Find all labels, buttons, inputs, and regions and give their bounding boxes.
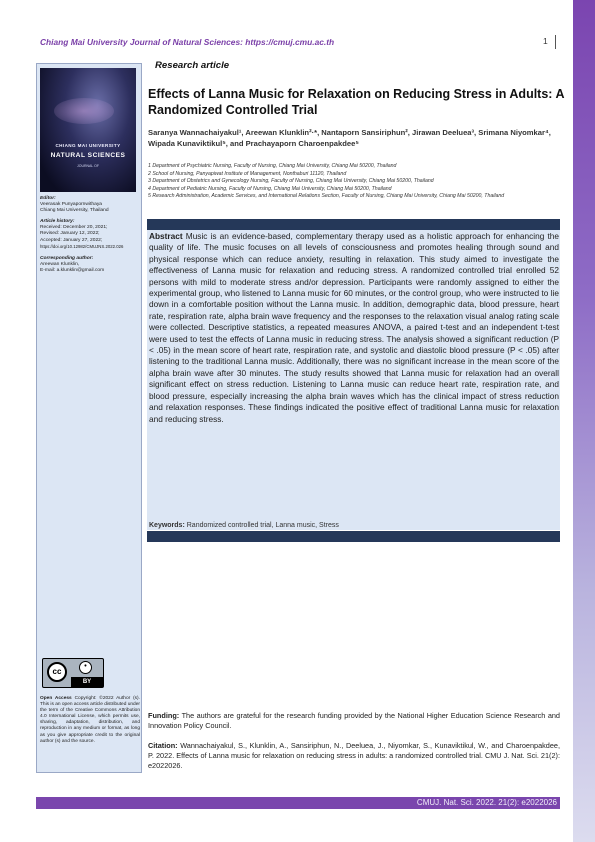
journal-title: Chiang Mai University Journal of Natural Sciences: https://cmuj.cmu.ac.th [40,37,335,47]
article-title: Effects of Lanna Music for Relaxation on Reducing Stress in Adults: A Randomized Controlled Trial [148,87,565,117]
cover-line-natural-sciences: NATURAL SCIENCES [50,152,126,159]
keywords-text: Randomized controlled trial, Lanna music, Stress [186,522,339,529]
editor-heading: Editor: [40,196,56,201]
right-color-bar [573,0,595,842]
affiliation-4: 4 Department of Pediatric Nursing, Faculty of Nursing, Chiang Mai University, Chiang Mai 50200, Thailand [148,185,392,192]
editor-name: Veerasak Punyapornwithaya [40,202,102,208]
revised-date: Revised: January 12, 2022; [40,231,100,237]
corresponding-email[interactable]: E-mail: a.klunklin@gmail.com [40,268,105,274]
abstract-label: Abstract [149,231,183,241]
article-type: Research article [155,60,230,71]
affiliation-list [148,163,568,201]
corresponding-name: Areewan Klunklin, [40,262,80,268]
affiliation-3: 3 Department of Obstetrics and Gynecology Nursing, Faculty of Nursing, Chiang Mai University, Chiang Mai 50200, Thailand [148,178,434,185]
journal-cover-image [40,68,136,192]
abstract [149,231,559,425]
open-access-notice [40,696,140,745]
abstract-top-band [147,219,560,230]
footer-citation: CMUJ. Nat. Sci. 2022. 21(2): e2022026 [416,798,557,807]
creative-commons-badge[interactable] [42,658,104,688]
article-history [40,219,138,250]
affiliation-1: 1 Department of Psychiatric Nursing, Faculty of Nursing, Chiang Mai University, Chiang Mai 50200, Thailand [148,163,397,169]
page-number: 1 [543,36,548,46]
attribution-person-icon: • [79,661,92,674]
accepted-date: Accepted: January 27, 2022; [40,237,103,243]
funding-label: Funding: [148,711,180,720]
received-date: Received: December 20, 2021; [40,225,108,231]
keywords-label: Keywords: [149,522,185,529]
page-number-divider [555,35,556,49]
cover-line-university: CHIANG MAI UNIVERSITY [55,143,121,148]
citation-statement [148,741,560,770]
editor-affiliation: Chiang Mai University, Thailand [40,208,109,214]
open-access-label: Open Access [40,696,72,701]
abstract-text: Music is an evidence-based, complementary therapy used as a holistic approach for enhancing the quality of life. The music focuses on all levels of consciousness and promotes healing through sound and physical response which can reduce anxiety, resulting in relaxation. This study aimed to investigate the effectiveness of Lanna music for relaxation and reducing stress. A randomized controlled trial enrolled 52 persons with mild to moderate stress and/or depression. Participants were randomly assigned to either the experimental group, who listened to Lanna music for 60 minutes, or the control group, who were instructed to lie down in a comfortable position without the Lanna music. In addition, demographic data, blood pressure, heart rate, respiration rate, alpha brain wave frequency and the responses to the relaxation visual analog rating scale were collected. Descriptive statistics, a repeated measures ANOVA, a paired t-test and an independent t-test were used to test the effects of Lanna music in reducing stress. The analysis showed a significant reduction (P < .05) in the mean score of heart rate, respiration rate, and systolic and diastolic blood pressure (P < .05) after listening to the traditional Lanna music. Additionally, there was no significant increase in the mean score of the alpha brain wave after 30 minutes. The study results showed that Lanna music for relaxation had an overall significant effect on stress reduction. Listening to Lanna music can reduce heart rate, respiration rate, and blood pressure, especially increasing the alpha brain waves which has the clinical impact of stress reduction and relaxation responses. These findings indicated the positive effect of traditional Lanna music for relaxation and reducing stress. [149,231,560,424]
affiliation-2: 2 School of Nursing, Panyapiwat Institute of Management, Nonthaburi 11120, Thailand [148,170,347,177]
funding-statement [148,711,560,731]
cc-by-label: BY [71,677,103,687]
cover-line-journal: JOURNAL OF [76,164,100,168]
keywords [149,522,559,529]
citation-label: Citation: [148,741,178,750]
editor-info [40,196,138,215]
doi-link[interactable]: https://doi.org/10.12982/CMUJNS.2022.026 [40,243,124,249]
author-list: Saranya Wannachaiyakul¹, Areewan Klunklin²·*, Nantaporn Sansiriphun², Jirawan Deeluea³, Srimana Niyomkar⁴, Wipada Kunaviktikul⁵, and Prachayaporn Charoenpakdee⁵ [148,128,551,148]
corresponding-heading: Corresponding author: [40,256,94,261]
open-access-text: Copyright: ©2022 Author (s). This is an open access article distributed under the term of the Creative Commons Attribution 4.0 International License, which permits use, sharing, adaptation, distribution, and reproduction in any medium or format, as long as you give appropriate credit to the original author (s) and the source. [40,696,140,744]
nebula-glow [54,98,114,124]
affiliation-5: 5 Research Administration, Academic Services, and International Relations Section, Faculty of Nursing, Chiang Mai University, Chiang Mai 50200, Thailand [148,193,505,200]
corresponding-author [40,256,138,275]
history-heading: Article history: [40,219,75,224]
cc-icon: cc [47,662,67,682]
citation-text: Wannachaiyakul, S., Klunklin, A., Sansiriphun, N., Deeluea, J., Niyomkar, S., Kunaviktikul, W., and Charoenpakdee, P. 2022. Effects of Lanna music for relaxation on reducing stress in adults: a randomized controlled trial. CMU J. Nat. Sci. 21(2): e2022026. [148,741,560,770]
abstract-bottom-band [147,531,560,542]
funding-text: The authors are grateful for the research funding provided by the National Higher Education Science Research and Innovation Policy Council. [148,711,560,730]
